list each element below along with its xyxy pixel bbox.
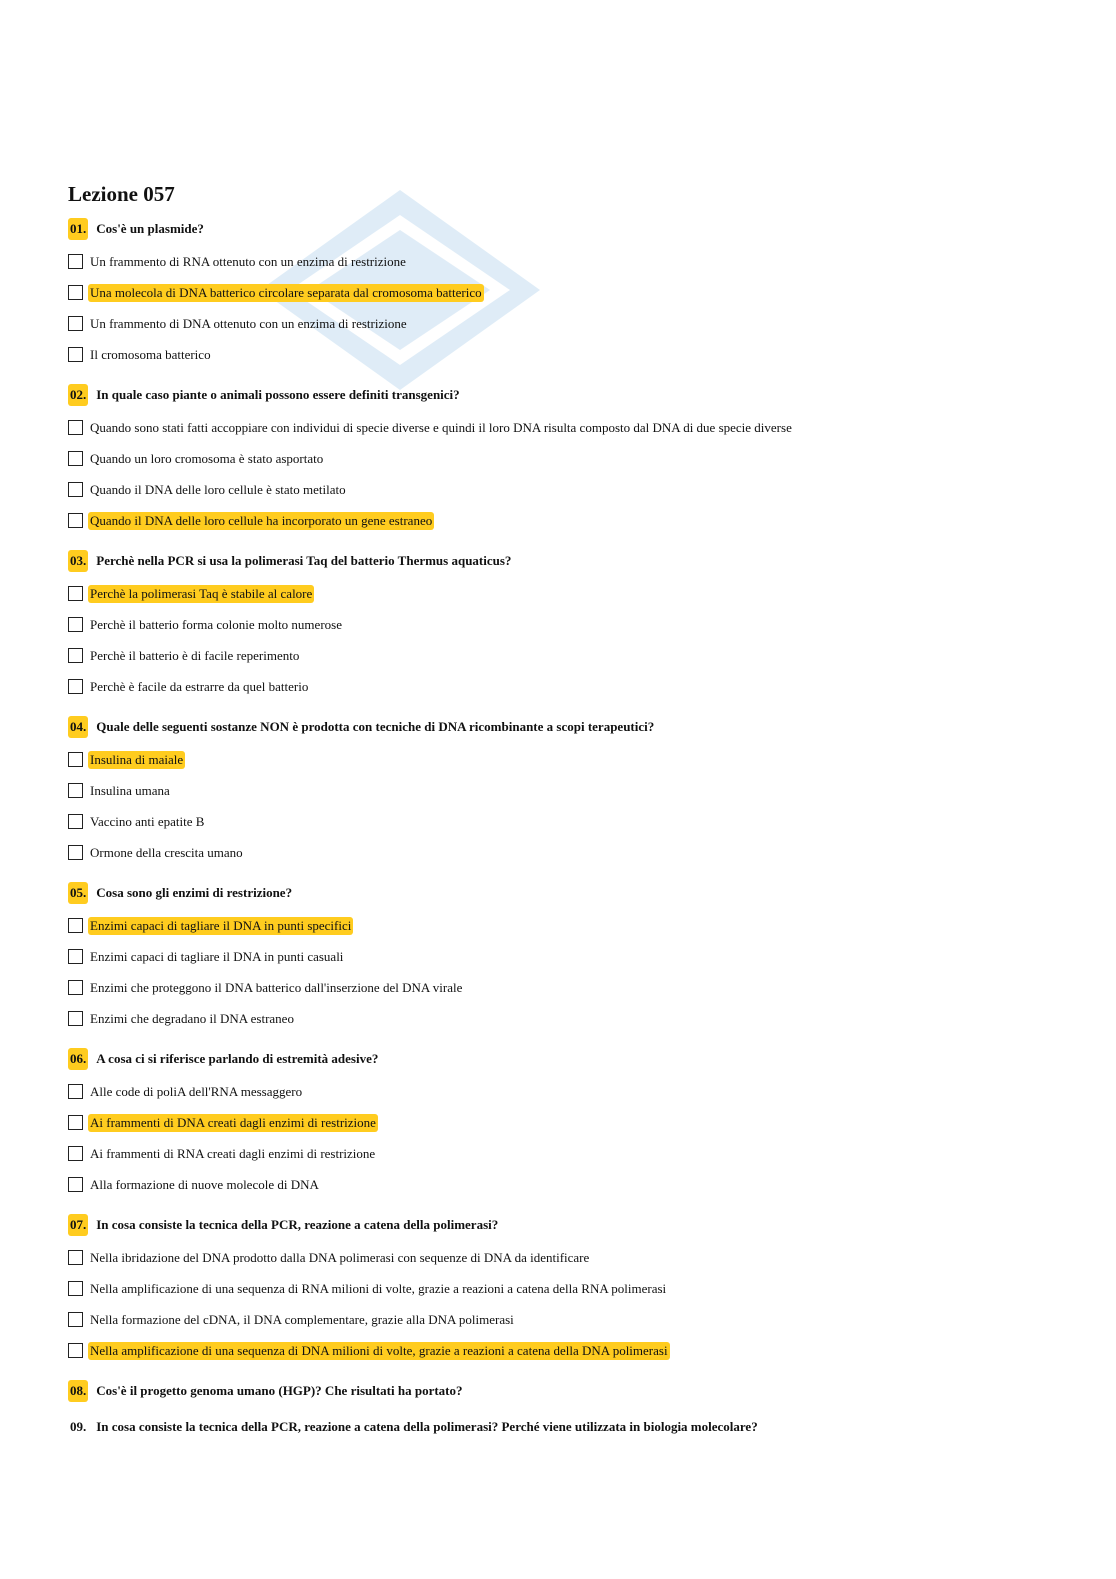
answer-checkbox[interactable]: [68, 1343, 83, 1358]
answer-option[interactable]: [68, 1138, 1068, 1169]
answer-checkbox[interactable]: [68, 679, 83, 694]
answer-option[interactable]: [68, 1003, 1068, 1034]
question-heading: [68, 1214, 1068, 1236]
answer-option[interactable]: [68, 837, 1068, 868]
answer-option[interactable]: [68, 1242, 1068, 1273]
answer-text: Enzimi capaci di tagliare il DNA in punti casuali: [90, 948, 344, 964]
answer-checkbox[interactable]: [68, 513, 83, 528]
answer-option[interactable]: [68, 1076, 1068, 1107]
question-text: In cosa consiste la tecnica della PCR, reazione a catena della polimerasi? Perché viene utilizzata in biologia molecolare?: [96, 1419, 758, 1434]
answer-text: Il cromosoma batterico: [90, 346, 211, 362]
lesson-title: Lezione 057: [68, 182, 175, 206]
answer-option[interactable]: [68, 640, 1068, 671]
answer-text: Enzimi che proteggono il DNA batterico dall'inserzione del DNA virale: [90, 979, 463, 995]
answer-checkbox[interactable]: [68, 980, 83, 995]
answer-checkbox[interactable]: [68, 1011, 83, 1026]
answer-checkbox[interactable]: [68, 1177, 83, 1192]
answer-text: Enzimi che degradano il DNA estraneo: [90, 1010, 294, 1026]
answer-option[interactable]: [68, 578, 1068, 609]
answer-checkbox[interactable]: [68, 1250, 83, 1265]
correct-answer-text: Enzimi capaci di tagliare il DNA in punti specifici: [90, 917, 352, 933]
answer-checkbox[interactable]: [68, 316, 83, 331]
answer-option[interactable]: [68, 972, 1068, 1003]
answer-option[interactable]: [68, 609, 1068, 640]
answer-text: Ormone della crescita umano: [90, 844, 243, 860]
question-heading: [68, 1416, 1068, 1438]
answer-option[interactable]: [68, 941, 1068, 972]
answer-checkbox[interactable]: [68, 783, 83, 798]
answer-checkbox[interactable]: [68, 285, 83, 300]
answer-option[interactable]: [68, 1304, 1068, 1335]
answer-option[interactable]: [68, 308, 1068, 339]
correct-answer-text: Insulina di maiale: [90, 751, 184, 767]
correct-answer-text: Una molecola di DNA batterico circolare separata dal cromosoma batterico: [90, 284, 482, 300]
quiz-document: [68, 180, 1068, 1452]
question-number: 08.: [68, 1380, 88, 1402]
answer-option[interactable]: [68, 277, 1068, 308]
question-heading: [68, 716, 1068, 738]
answer-text: Insulina umana: [90, 782, 170, 798]
answer-option[interactable]: [68, 412, 1068, 443]
question-number: 07.: [68, 1214, 88, 1236]
answer-checkbox[interactable]: [68, 1312, 83, 1327]
answer-text: Nella formazione del cDNA, il DNA complementare, grazie alla DNA polimerasi: [90, 1311, 514, 1327]
answer-text: Nella amplificazione di una sequenza di RNA milioni di volte, grazie a reazioni a catena della RNA polimerasi: [90, 1280, 667, 1296]
question-heading: [68, 218, 1068, 240]
answer-checkbox[interactable]: [68, 617, 83, 632]
correct-answer-text: Ai frammenti di DNA creati dagli enzimi di restrizione: [90, 1114, 376, 1130]
answer-option[interactable]: [68, 910, 1068, 941]
question-block: [68, 1214, 1068, 1366]
question-number: 02.: [68, 384, 88, 406]
answer-checkbox[interactable]: [68, 586, 83, 601]
question-block: [68, 716, 1068, 868]
question-number: 04.: [68, 716, 88, 738]
answer-text: Quando sono stati fatti accoppiare con individui di specie diverse e quindi il loro DNA risulta composto dal DNA di due specie diverse: [90, 419, 792, 435]
answer-option[interactable]: [68, 1169, 1068, 1200]
answer-option[interactable]: [68, 339, 1068, 370]
answer-checkbox[interactable]: [68, 845, 83, 860]
question-heading: [68, 550, 1068, 572]
question-heading: [68, 882, 1068, 904]
answer-option[interactable]: [68, 474, 1068, 505]
question-block: [68, 1416, 1068, 1438]
answer-option[interactable]: [68, 775, 1068, 806]
question-block: [68, 384, 1068, 536]
question-number: 06.: [68, 1048, 88, 1070]
question-text: In quale caso piante o animali possono essere definiti transgenici?: [96, 387, 460, 402]
correct-answer-text: Quando il DNA delle loro cellule ha incorporato un gene estraneo: [90, 512, 433, 528]
answer-text: Perchè il batterio forma colonie molto numerose: [90, 616, 342, 632]
question-text: Quale delle seguenti sostanze NON è prodotta con tecniche di DNA ricombinante a scopi terapeutici?: [96, 719, 655, 734]
answer-checkbox[interactable]: [68, 254, 83, 269]
question-text: Cosa sono gli enzimi di restrizione?: [96, 885, 293, 900]
answer-text: Perchè il batterio è di facile reperimento: [90, 647, 300, 663]
answer-text: Perchè è facile da estrarre da quel batterio: [90, 678, 309, 694]
question-block: [68, 882, 1068, 1034]
answer-checkbox[interactable]: [68, 1084, 83, 1099]
question-text: Cos'è il progetto genoma umano (HGP)? Che risultati ha portato?: [96, 1383, 463, 1398]
answer-text: Alle code di poliA dell'RNA messaggero: [90, 1083, 303, 1099]
answer-text: Vaccino anti epatite B: [90, 813, 205, 829]
answer-checkbox[interactable]: [68, 347, 83, 362]
question-list: [68, 218, 1068, 1438]
question-text: In cosa consiste la tecnica della PCR, reazione a catena della polimerasi?: [96, 1217, 499, 1232]
answer-option[interactable]: [68, 744, 1068, 775]
answer-text: Nella ibridazione del DNA prodotto dalla DNA polimerasi con sequenze di DNA da identificare: [90, 1249, 590, 1265]
answer-option[interactable]: [68, 671, 1068, 702]
answer-text: Un frammento di RNA ottenuto con un enzima di restrizione: [90, 253, 406, 269]
question-number: 09.: [70, 1419, 87, 1434]
question-block: [68, 1048, 1068, 1200]
answer-option[interactable]: [68, 443, 1068, 474]
answer-checkbox[interactable]: [68, 1115, 83, 1130]
answer-text: Un frammento di DNA ottenuto con un enzima di restrizione: [90, 315, 407, 331]
question-number: 05.: [68, 882, 88, 904]
answer-checkbox[interactable]: [68, 482, 83, 497]
question-heading: [68, 1048, 1068, 1070]
answer-checkbox[interactable]: [68, 949, 83, 964]
question-text: Cos'è un plasmide?: [96, 221, 204, 236]
answer-checkbox[interactable]: [68, 752, 83, 767]
question-block: [68, 218, 1068, 370]
answer-option[interactable]: [68, 246, 1068, 277]
answer-checkbox[interactable]: [68, 1146, 83, 1161]
answer-option[interactable]: [68, 505, 1068, 536]
question-number: 01.: [68, 218, 88, 240]
question-block: [68, 550, 1068, 702]
question-text: A cosa ci si riferisce parlando di estremità adesive?: [96, 1051, 379, 1066]
answer-checkbox[interactable]: [68, 1281, 83, 1296]
answer-checkbox[interactable]: [68, 918, 83, 933]
answer-option[interactable]: [68, 806, 1068, 837]
correct-answer-text: Nella amplificazione di una sequenza di DNA milioni di volte, grazie a reazioni a catena della DNA polimerasi: [90, 1342, 668, 1358]
answer-text: Alla formazione di nuove molecole di DNA: [90, 1176, 319, 1192]
answer-text: Ai frammenti di RNA creati dagli enzimi di restrizione: [90, 1145, 376, 1161]
question-text: Perchè nella PCR si usa la polimerasi Taq del batterio Thermus aquaticus?: [96, 553, 512, 568]
answer-option[interactable]: [68, 1107, 1068, 1138]
question-block: [68, 1380, 1068, 1402]
question-heading: [68, 1380, 1068, 1402]
question-heading: [68, 384, 1068, 406]
answer-option[interactable]: [68, 1335, 1068, 1366]
answer-option[interactable]: [68, 1273, 1068, 1304]
answer-checkbox[interactable]: [68, 420, 83, 435]
correct-answer-text: Perchè la polimerasi Taq è stabile al calore: [90, 585, 313, 601]
question-number: 03.: [68, 550, 88, 572]
answer-checkbox[interactable]: [68, 814, 83, 829]
answer-text: Quando il DNA delle loro cellule è stato metilato: [90, 481, 346, 497]
answer-checkbox[interactable]: [68, 451, 83, 466]
answer-text: Quando un loro cromosoma è stato asportato: [90, 450, 324, 466]
answer-checkbox[interactable]: [68, 648, 83, 663]
